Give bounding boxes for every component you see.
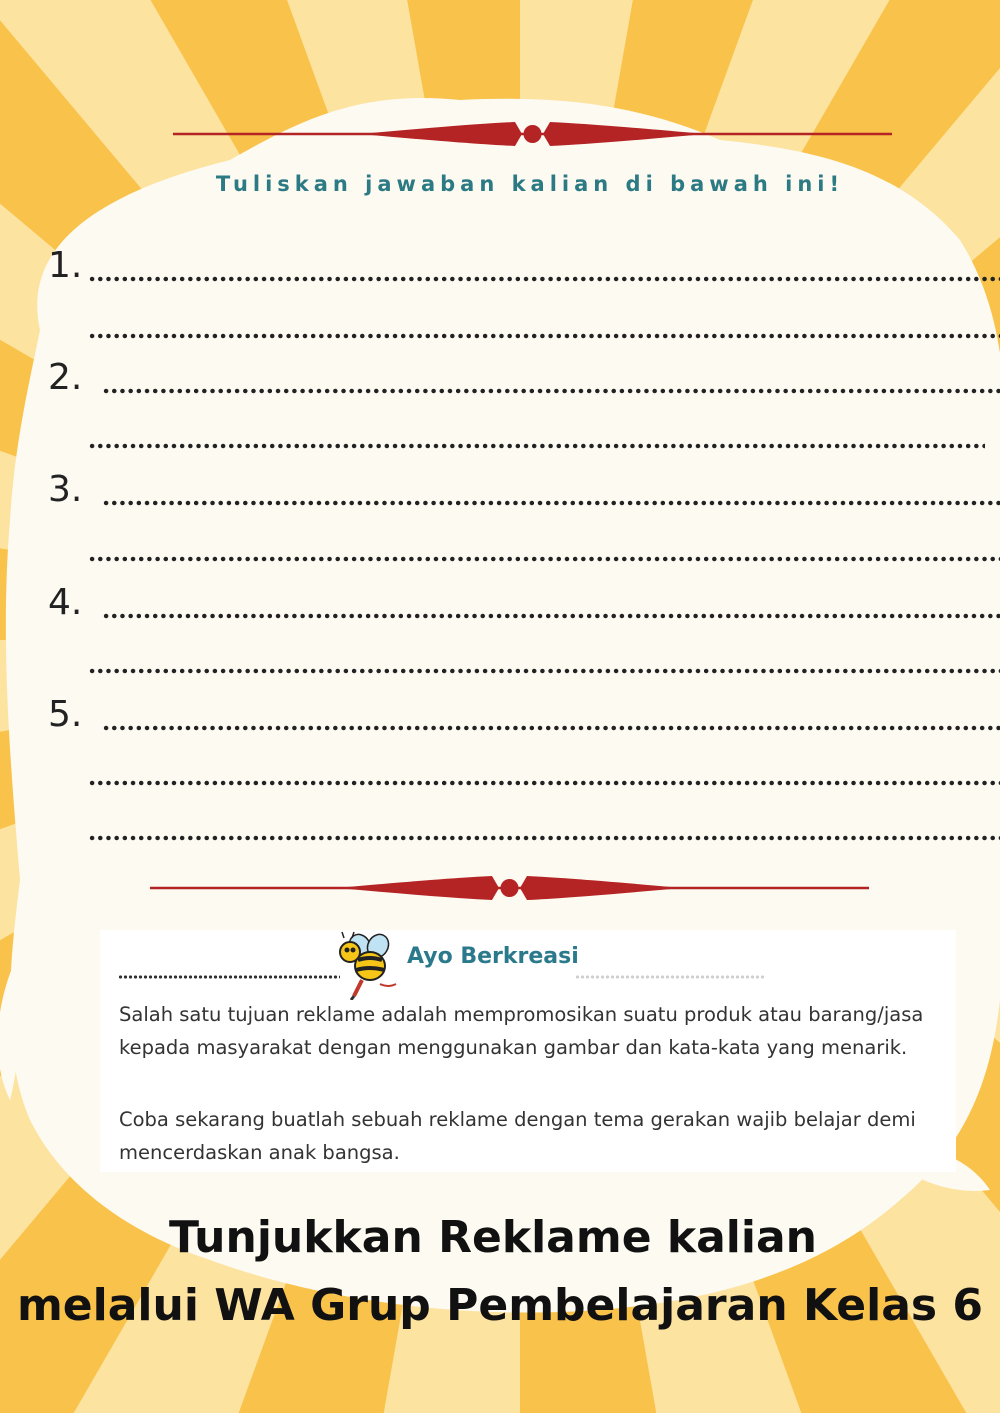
footer-line-2: melalui WA Grup Pembelajaran Kelas 6 (16, 1280, 984, 1331)
ayo-berkreasi-card (100, 930, 956, 1172)
answer-line-continuation[interactable] (0, 295, 1000, 351)
answer-line-continuation[interactable] (0, 797, 1000, 853)
section-title: Ayo Berkreasi (407, 944, 579, 969)
answer-line[interactable] (0, 350, 1000, 406)
answer-line-continuation[interactable] (0, 630, 1000, 686)
kreasi-paragraph-2: Coba sekarang buatlah sebuah reklame dengan tema gerakan wajib belajar demi mencerdaskan anak bangsa. (119, 1108, 916, 1164)
bottom-divider (147, 872, 872, 904)
answer-line[interactable] (0, 462, 1000, 518)
answer-line[interactable] (0, 575, 1000, 631)
top-divider (170, 118, 895, 150)
dotted-rule (118, 974, 340, 980)
footer-line-1: Tunjukkan Reklame kalian (169, 1212, 817, 1263)
answer-line[interactable] (0, 238, 1000, 294)
answer-line-continuation[interactable] (0, 742, 1000, 798)
answer-number: 1. (48, 245, 83, 286)
answer-number: 4. (48, 582, 83, 623)
answer-line[interactable] (0, 687, 1000, 743)
kreasi-paragraph-1: Salah satu tujuan reklame adalah mempromosikan suatu produk atau barang/jasa kepada masyarakat dengan menggunakan gambar dan kata-kata yang menarik. (119, 1003, 924, 1059)
instruction-text: Tuliskan jawaban kalian di bawah ini! (215, 172, 845, 196)
dotted-rule-faded (575, 974, 765, 980)
answer-number: 3. (48, 469, 83, 510)
answer-number: 2. (48, 357, 83, 398)
answer-line-continuation[interactable] (0, 405, 1000, 461)
bee-mascot-icon (336, 930, 400, 1000)
answer-line-continuation[interactable] (0, 518, 1000, 574)
answer-number: 5. (48, 694, 83, 735)
